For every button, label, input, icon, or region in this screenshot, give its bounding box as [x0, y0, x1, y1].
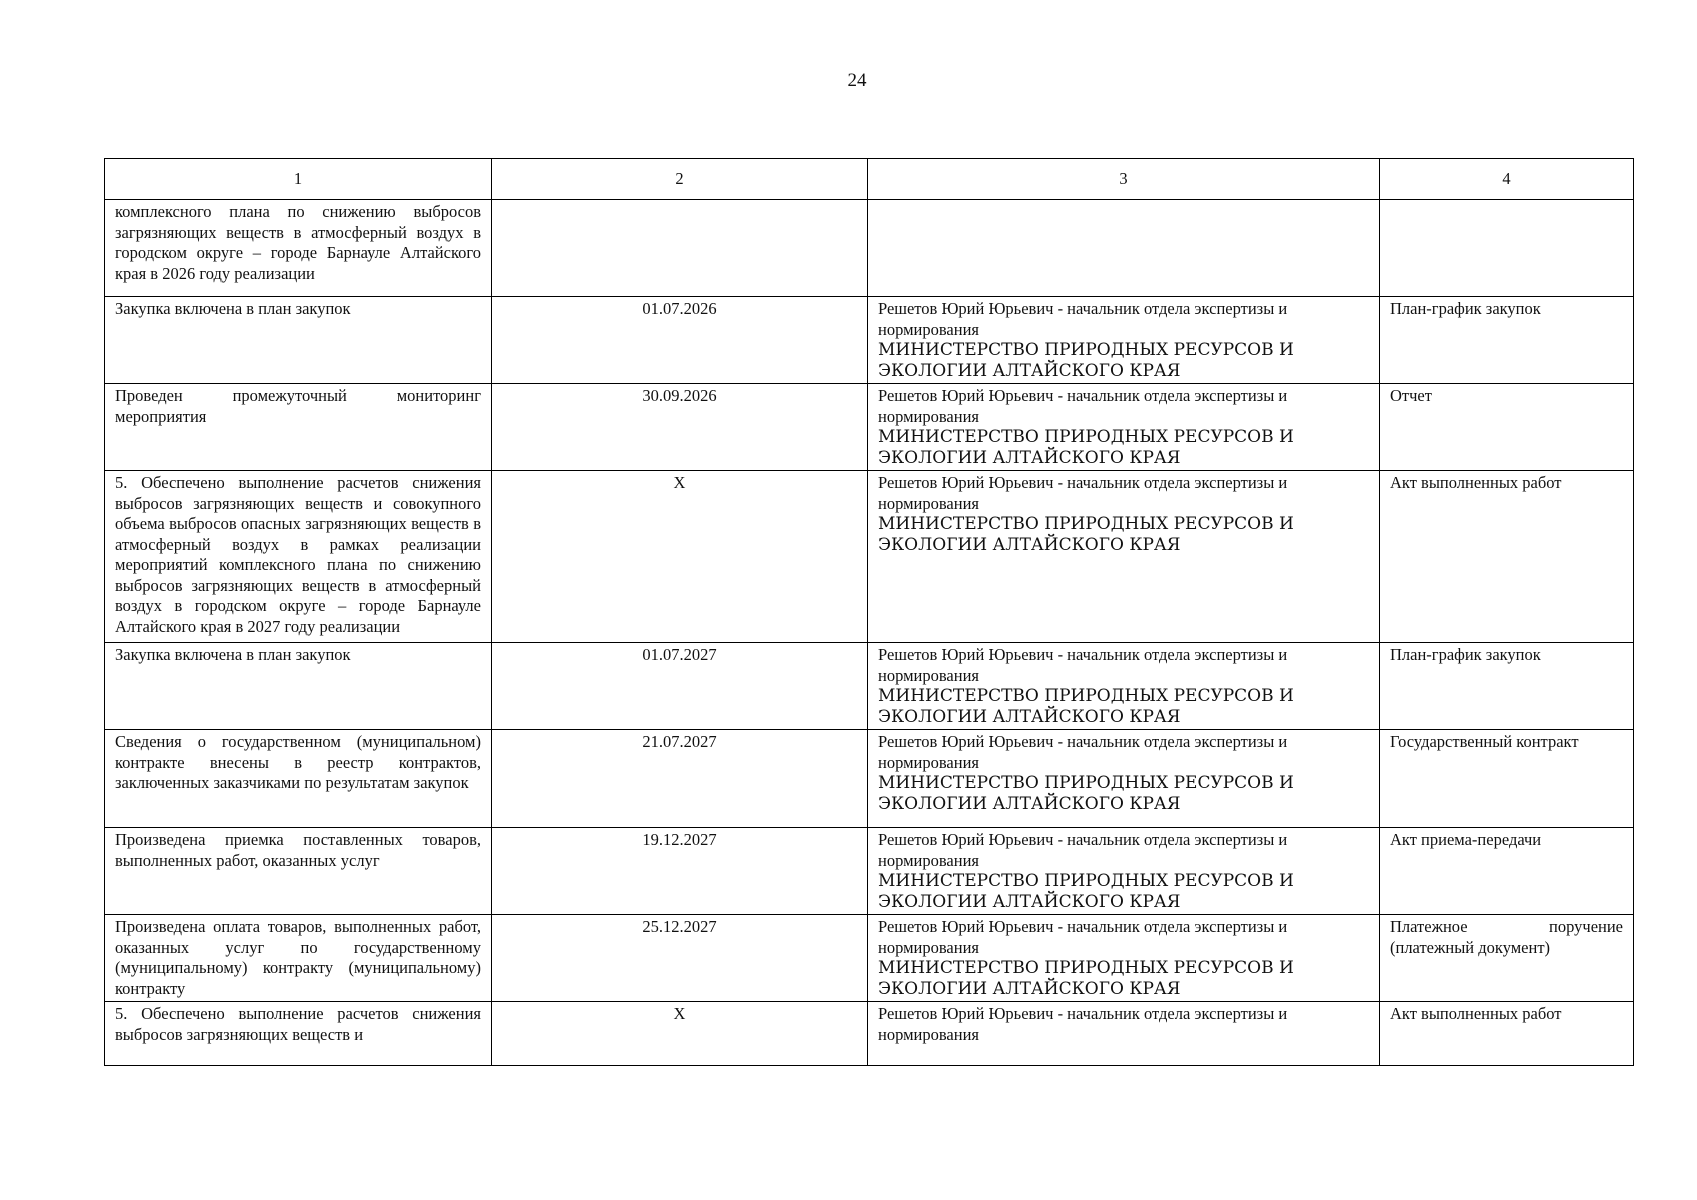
table-row	[105, 200, 1634, 297]
document-cell: План-график закупок	[1380, 643, 1634, 730]
responsible-cell	[868, 384, 1380, 471]
document-table	[104, 158, 1634, 1066]
ministry-name: МИНИСТЕРСТВО ПРИРОДНЫХ РЕСУРСОВ И ЭКОЛОГИИ АЛТАЙСКОГО КРАЯ	[878, 773, 1294, 814]
table-row	[105, 1002, 1634, 1066]
responsible-cell	[868, 915, 1380, 1002]
table-row	[105, 643, 1634, 730]
responsible-person: Решетов Юрий Юрьевич - начальник отдела экспертизы и нормирования	[878, 917, 1288, 957]
responsible-person: Решетов Юрий Юрьевич - начальник отдела экспертизы и нормирования	[878, 830, 1288, 870]
date-cell: 01.07.2027	[492, 643, 868, 730]
responsible-cell	[868, 828, 1380, 915]
ministry-name: МИНИСТЕРСТВО ПРИРОДНЫХ РЕСУРСОВ И ЭКОЛОГИИ АЛТАЙСКОГО КРАЯ	[878, 958, 1294, 999]
document-note: (платежный документ)	[1390, 937, 1551, 957]
responsible-person: Решетов Юрий Юрьевич - начальник отдела экспертизы и нормирования	[878, 473, 1288, 513]
document-cell: Акт приема-передачи	[1380, 828, 1634, 915]
responsible-person: Решетов Юрий Юрьевич - начальник отдела экспертизы и нормирования	[878, 1004, 1288, 1044]
event-cell: 5. Обеспечено выполнение расчетов снижения выбросов загрязняющих веществ и	[105, 1002, 492, 1066]
event-cell: Закупка включена в план закупок	[105, 643, 492, 730]
table-row	[105, 471, 1634, 643]
event-cell: Проведен промежуточный мониторинг мероприятия	[105, 384, 492, 471]
document-cell: Акт выполненных работ	[1380, 1002, 1634, 1066]
date-cell: 30.09.2026	[492, 384, 868, 471]
ministry-name: МИНИСТЕРСТВО ПРИРОДНЫХ РЕСУРСОВ И ЭКОЛОГИИ АЛТАЙСКОГО КРАЯ	[878, 427, 1294, 468]
date-cell: 01.07.2026	[492, 297, 868, 384]
document-cell	[1380, 200, 1634, 297]
document-cell: Государственный контракт	[1380, 730, 1634, 828]
event-cell: комплексного плана по снижению выбросов загрязняющих веществ в атмосферный воздух в городском округе – городе Барнауле Алтайского края в 2026 году реализации	[105, 200, 492, 297]
table-row	[105, 828, 1634, 915]
document-cell	[1380, 915, 1634, 1002]
responsible-person: Решетов Юрий Юрьевич - начальник отдела экспертизы и нормирования	[878, 645, 1288, 685]
date-cell: X	[492, 471, 868, 643]
date-cell: 21.07.2027	[492, 730, 868, 828]
event-cell: Произведена приемка поставленных товаров, выполненных работ, оказанных услуг	[105, 828, 492, 915]
date-cell: 25.12.2027	[492, 915, 868, 1002]
event-cell: Произведена оплата товаров, выполненных работ, оказанных услуг по государственному (муниципальному) контракту (муниципальному) контракту	[105, 915, 492, 1002]
date-cell: X	[492, 1002, 868, 1066]
ministry-name: МИНИСТЕРСТВО ПРИРОДНЫХ РЕСУРСОВ И ЭКОЛОГИИ АЛТАЙСКОГО КРАЯ	[878, 340, 1294, 381]
ministry-name: МИНИСТЕРСТВО ПРИРОДНЫХ РЕСУРСОВ И ЭКОЛОГИИ АЛТАЙСКОГО КРАЯ	[878, 514, 1294, 555]
column-header: 3	[868, 159, 1380, 200]
responsible-cell	[868, 1002, 1380, 1066]
responsible-person: Решетов Юрий Юрьевич - начальник отдела экспертизы и нормирования	[878, 299, 1288, 339]
responsible-cell	[868, 471, 1380, 643]
responsible-cell	[868, 643, 1380, 730]
event-cell: Сведения о государственном (муниципальном) контракте внесены в реестр контрактов, заключенных заказчиками по результатам закупок	[105, 730, 492, 828]
table-row	[105, 297, 1634, 384]
ministry-name: МИНИСТЕРСТВО ПРИРОДНЫХ РЕСУРСОВ И ЭКОЛОГИИ АЛТАЙСКОГО КРАЯ	[878, 686, 1294, 727]
document-cell: План-график закупок	[1380, 297, 1634, 384]
table-header-row	[105, 159, 1634, 200]
responsible-cell	[868, 297, 1380, 384]
event-cell: Закупка включена в план закупок	[105, 297, 492, 384]
responsible-cell	[868, 200, 1380, 297]
ministry-name: МИНИСТЕРСТВО ПРИРОДНЫХ РЕСУРСОВ И ЭКОЛОГИИ АЛТАЙСКОГО КРАЯ	[878, 871, 1294, 912]
responsible-person: Решетов Юрий Юрьевич - начальник отдела экспертизы и нормирования	[878, 386, 1288, 426]
table-row	[105, 915, 1634, 1002]
responsible-person: Решетов Юрий Юрьевич - начальник отдела экспертизы и нормирования	[878, 732, 1288, 772]
column-header: 1	[105, 159, 492, 200]
table-row	[105, 384, 1634, 471]
event-cell: 5. Обеспечено выполнение расчетов снижения выбросов загрязняющих веществ и совокупного объема выбросов опасных загрязняющих веществ в атмосферный воздух в рамках реализации мероприятий комплексного плана по снижению выбросов загрязняющих веществ в атмосферный воздух в городском округе – городе Барнауле Алтайского края в 2027 году реализации	[105, 471, 492, 643]
document-word: Платежное	[1390, 917, 1468, 936]
column-header: 2	[492, 159, 868, 200]
date-cell: 19.12.2027	[492, 828, 868, 915]
table-row	[105, 730, 1634, 828]
date-cell	[492, 200, 868, 297]
document-word: поручение	[1549, 917, 1623, 936]
responsible-cell	[868, 730, 1380, 828]
column-header: 4	[1380, 159, 1634, 200]
document-cell: Отчет	[1380, 384, 1634, 471]
page-number: 24	[847, 70, 867, 91]
document-cell: Акт выполненных работ	[1380, 471, 1634, 643]
